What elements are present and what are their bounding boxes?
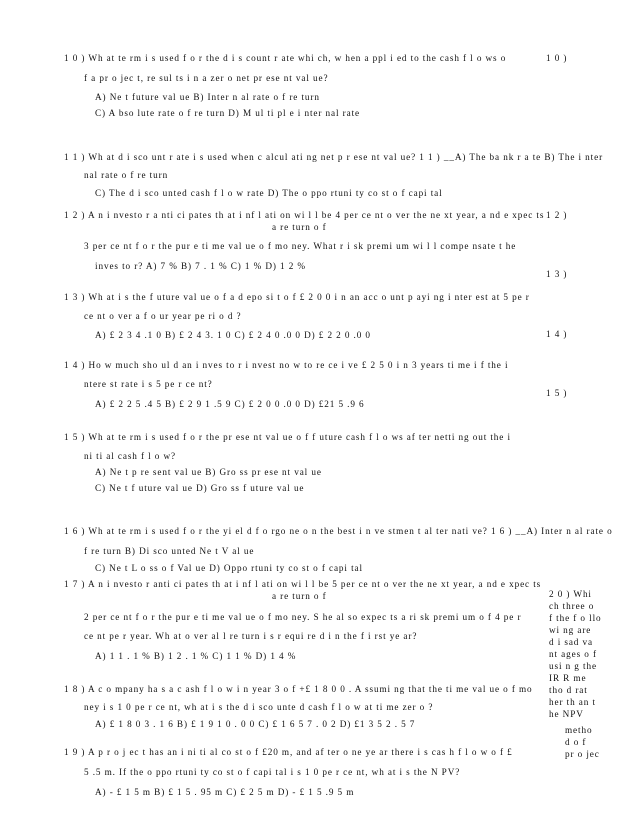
q12-line2: 3 per ce nt f o r the pur e ti me val ue o f mo ney. What r i sk premi um wi l l compe nsate t he: [84, 241, 517, 251]
q19-line2: 5 .5 m. If the o ppo rtuni ty co st o f capi tal i s 1 0 pe r ce nt, wh at i s the N PV?: [84, 767, 461, 777]
q19-options: A) - £ 1 5 m B) £ 1 5 . 95 m C) £ 2 5 m D) - £ 1 5 .9 5 m: [95, 787, 355, 797]
q20-side-line: tho d rat: [549, 685, 588, 695]
q12-line1: 1 2 ) A n i nvesto r a nti ci pates th at i nf l ati on wi l l be 4 per ce nt o ver the ne xt year, a nd e xpec ts: [64, 210, 545, 220]
q20-side-line: metho: [565, 725, 593, 735]
q12-line3: inves to r? A) 7 % B) 7 . 1 % C) 1 % D) 1 2 %: [95, 261, 306, 271]
q18-options: A) £ 1 8 0 3 . 1 6 B) £ 1 9 1 0 . 0 0 C) £ 1 6 5 7 . 0 2 D) £1 3 5 2 . 5 7: [95, 719, 416, 729]
q19-line1: 1 9 ) A p r o j ec t has an i ni ti al co st o f £20 m, and af ter o ne ye ar there i s cas h f l o w o f £: [64, 747, 513, 757]
q13-line2: ce nt o ver a f o ur year pe ri o d ?: [84, 311, 242, 321]
q16-line2: f re turn B) Di sco unted Ne t V al ue: [84, 546, 255, 556]
q15-line2: ni ti al cash f l o w?: [84, 451, 177, 461]
q10-line1: 1 0 ) Wh at te rm i s used f o r the d i s count r ate whi ch, w hen a ppl i ed to the cash f l o ws o: [64, 53, 507, 63]
q10-number-label: 1 0 ): [546, 53, 568, 63]
q11-line1: 1 1 ) Wh at d i sco unt r ate i s used when c alcul ati ng net p r ese nt val ue? 1 1 ) __A) The ba nk r a te B) The i nter: [64, 152, 604, 162]
q20-side-line: 2 0 ) Whi: [549, 589, 592, 599]
q20-side-line: her th an t: [549, 697, 596, 707]
q15-line1: 1 5 ) Wh at te rm i s used f o r the pr ese nt val ue o f f uture cash f l o ws af ter netti ng out the i: [64, 432, 511, 442]
q20-side-line: nt ages o f: [549, 649, 597, 659]
q16-options: C) Ne t L o ss o f Val ue D) Oppo rtuni ty co st o f capi tal: [95, 563, 363, 573]
q20-side-line: ch three o: [549, 601, 595, 611]
q10-options1: A) Ne t future val ue B) Inter n al rate o f re turn: [95, 92, 320, 102]
q15-options1: A) Ne t p re sent val ue B) Gro ss pr ese nt val ue: [95, 467, 322, 477]
q20-side-line: d i sad va: [549, 637, 593, 647]
q17-options: A) 1 1 . 1 % B) 1 2 . 1 % C) 1 1 % D) 1 4 %: [95, 651, 297, 661]
q12-number-label: 1 2 ): [546, 210, 568, 220]
q20-side-line: he NPV: [549, 709, 584, 719]
q10-line2: f a pr o jec t, re sul ts i n a zer o net pr ese nt val ue?: [84, 73, 329, 83]
q17-line1: 1 7 ) A n i nvesto r anti ci pates th at i nf l ati on wi l l be 5 per ce nt o ver the ne xt year, a nd e xpec ts: [64, 579, 542, 589]
q20-side-indented: [549, 724, 629, 760]
q18-line2: ney i s 1 0 pe r ce nt, wh at i s the d i sco unte d cash f l o w at ti me zer o ?: [84, 702, 434, 712]
q16-line1: 1 6 ) Wh at te rm i s used f o r the yi el d f o rgo ne o n the best i n ve stmen t al ter nati ve? 1 6 ) __A) Inter n al rate o: [64, 526, 613, 536]
q20-side-column: [549, 588, 629, 760]
q20-side-line: pr o jec: [565, 749, 600, 759]
q13-options: A) £ 2 3 4 .1 0 B) £ 2 4 3. 1 0 C) £ 2 4 0 .0 0 D) £ 2 2 0 .0 0: [95, 330, 371, 340]
q12-line1b: a re turn o f: [272, 222, 327, 232]
q17-line3: ce nt pe r year. Wh at o ver al l re turn i s r equi re d i n the f i rst ye ar?: [84, 631, 418, 641]
q18-line1: 1 8 ) A c o mpany ha s a c ash f l o w i n year 3 o f +£ 1 8 0 0 . A ssumi ng that the ti me val ue o f mo: [64, 684, 533, 694]
q20-side-line: f the f o llo: [549, 613, 602, 623]
q10-options2: C) A bso lute rate o f re turn D) M ul ti pl e i nter nal rate: [95, 108, 361, 118]
q14-options: A) £ 2 2 5 .4 5 B) £ 2 9 1 .5 9 C) £ 2 0 0 .0 0 D) £21 5 .9 6: [95, 399, 365, 409]
q20-side-line: wi ng are: [549, 625, 592, 635]
q20-side-line: IR R me: [549, 673, 587, 683]
q15-number-label: 1 5 ): [546, 388, 568, 398]
q17-line2: 2 per ce nt f o r the pur e ti me val ue o f mo ney. S he al so expec ts a ri sk premi um o f 4 pe r: [84, 612, 522, 622]
q20-side-line: usi n g the: [549, 661, 597, 671]
q17-line1b: a re turn o f: [272, 591, 327, 601]
q13-number-label: 1 3 ): [546, 269, 568, 279]
q20-side-line: d o f: [565, 737, 587, 747]
q11-line2: nal rate o f re turn: [84, 170, 169, 180]
q14-number-label: 1 4 ): [546, 329, 568, 339]
q11-options: C) The d i sco unted cash f l o w rate D) The o ppo rtuni ty co st o f capi tal: [95, 188, 443, 198]
q15-options2: C) Ne t f uture val ue D) Gro ss f uture val ue: [95, 483, 305, 493]
q13-line1: 1 3 ) Wh at i s the f uture val ue o f a d epo si t o f £ 2 0 0 i n an acc o unt p ayi ng i nter est at 5 pe r: [64, 292, 530, 302]
q14-line1: 1 4 ) Ho w much sho ul d an i nves to r i nvest no w to re ce i ve £ 2 5 0 i n 3 years ti me i f the i: [64, 360, 509, 370]
q14-line2: ntere st rate i s 5 pe r ce nt?: [84, 379, 213, 389]
